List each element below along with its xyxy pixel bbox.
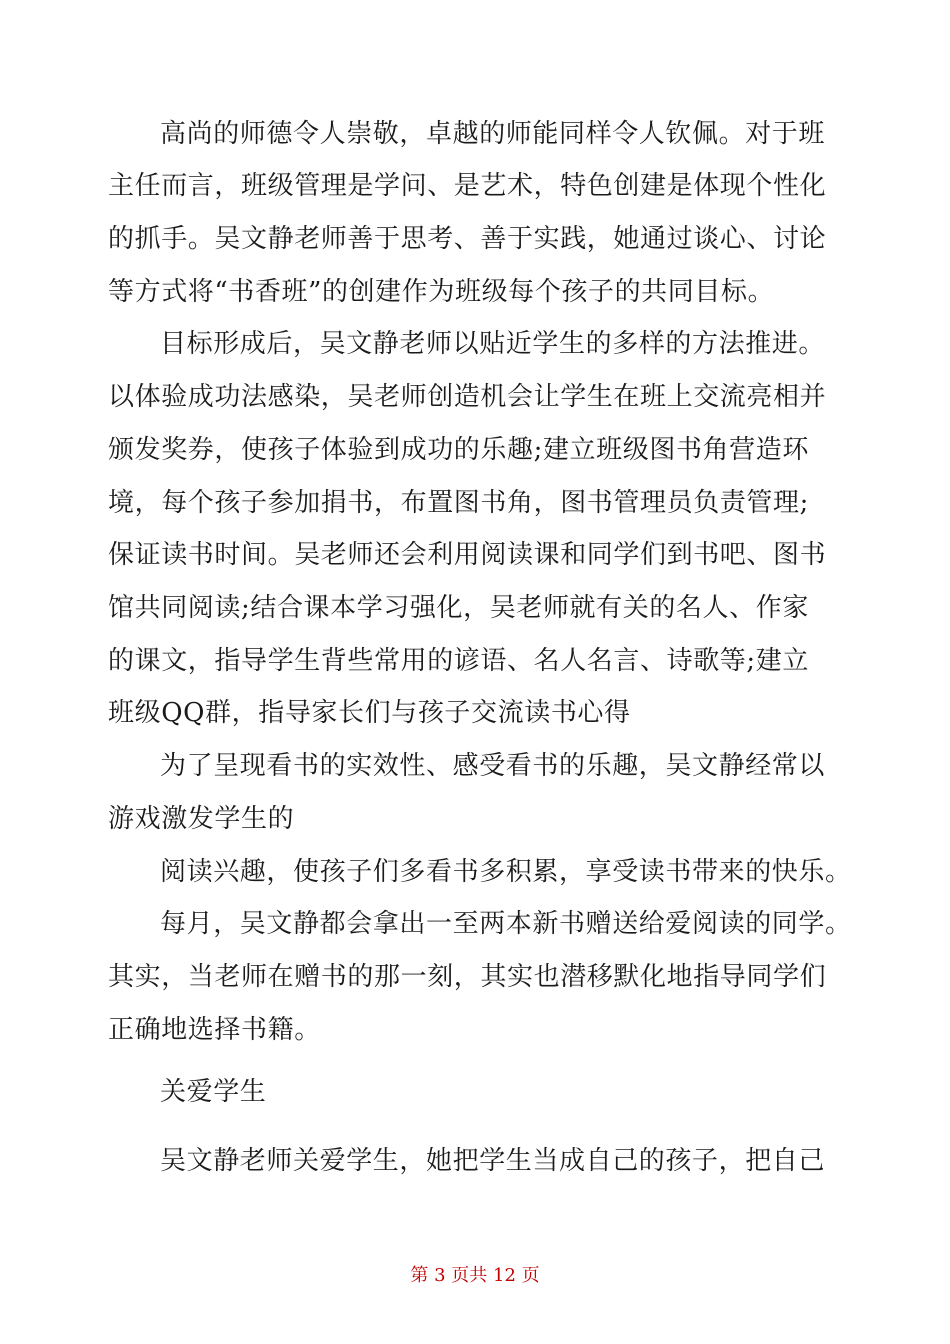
paragraph-line: 的抓手。吴文静老师善于思考、善于实践，她通过谈心、讨论	[108, 224, 827, 254]
paragraph-line: 游戏激发学生的	[108, 804, 295, 834]
paragraph-line: 班级QQ群，指导家长们与孩子交流读书心得	[108, 698, 631, 728]
paragraph-line: 高尚的师德令人崇敬，卓越的师能同样令人钦佩。对于班	[160, 119, 826, 149]
paragraph-line: 目标形成后，吴文静老师以贴近学生的多样的方法推进。	[160, 329, 826, 359]
paragraph-line: 正确地选择书籍。	[108, 1015, 321, 1045]
paragraph-line: 每月，吴文静都会拿出一至两本新书赠送给爱阅读的同学。	[160, 909, 852, 939]
paragraph-line: 其实，当老师在赠书的那一刻，其实也潜移默化地指导同学们	[108, 962, 827, 992]
page-number-footer: 第 3 页共 12 页	[410, 1265, 540, 1286]
paragraph-line: 阅读兴趣，使孩子们多看书多积累，享受读书带来的快乐。	[160, 857, 852, 887]
paragraph-line: 为了呈现看书的实效性、感受看书的乐趣，吴文静经常以	[160, 751, 826, 781]
paragraph-line: 境，每个孩子参加捐书，布置图书角，图书管理员负责管理;	[108, 488, 809, 518]
paragraph-line: 颁发奖券，使孩子体验到成功的乐趣;建立班级图书角营造环	[108, 435, 809, 465]
section-heading: 关爱学生	[160, 1077, 267, 1107]
paragraph-line: 的课文，指导学生背些常用的谚语、名人名言、诗歌等;建立	[108, 646, 809, 676]
paragraph-line: 以体验成功法感染，吴老师创造机会让学生在班上交流亮相并	[108, 382, 827, 412]
paragraph-line: 馆共同阅读;结合课本学习强化，吴老师就有关的名人、作家	[108, 593, 809, 623]
paragraph-line: 保证读书时间。吴老师还会利用阅读课和同学们到书吧、图书	[108, 540, 827, 570]
paragraph-line: 主任而言，班级管理是学问、是艺术，特色创建是体现个性化	[108, 171, 827, 201]
paragraph-line: 吴文静老师关爱学生，她把学生当成自己的孩子，把自己	[160, 1146, 826, 1176]
paragraph-line: 等方式将“书香班”的创建作为班级每个孩子的共同目标。	[108, 277, 775, 307]
